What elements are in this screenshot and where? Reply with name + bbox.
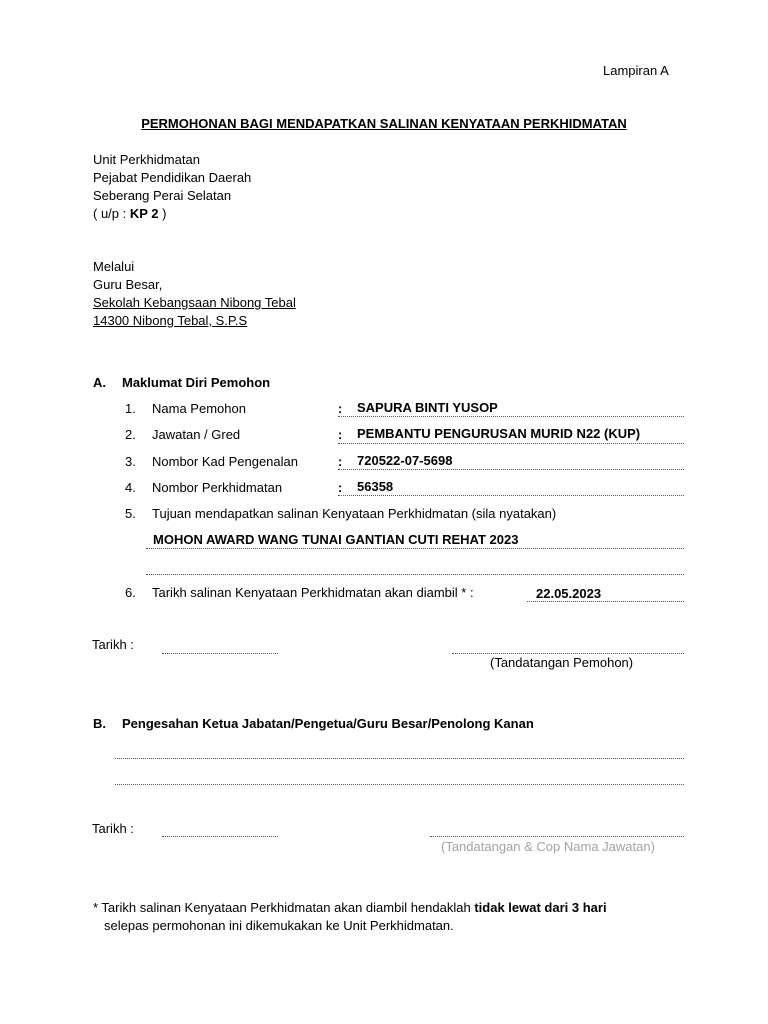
attn-prefix: ( u/p : [93,206,130,221]
recipient-attention [93,206,166,222]
attn-value: KP 2 [129,206,159,221]
purpose-value: MOHON AWARD WANG TUNAI GANTIAN CUTI REHAT 2023 [153,532,519,547]
field-number: 4. [125,480,136,495]
attn-suffix: ) [158,206,167,221]
recipient-line-2: Pejabat Pendidikan Daerah [93,170,252,185]
via-school: Sekolah Kebangsaan Nibong Tebal [93,295,296,310]
section-a-heading: Maklumat Diri Pemohon [122,375,271,390]
dotted-line [338,495,684,496]
field-number: 5. [125,506,136,521]
applicant-date-label: Tarikh : [92,637,134,652]
position-grade-value: PEMBANTU PENGURUSAN MURID N22 (KUP) [357,426,641,441]
field-number: 3. [125,454,136,469]
field-colon: : [338,401,343,416]
recipient-line-3: Seberang Perai Selatan [93,188,232,203]
footnote-emphasis: tidak lewat dari 3 hari [474,900,607,915]
field-number: 2. [125,427,136,442]
dotted-line [115,784,684,785]
approver-signature-caption: (Tandatangan & Cop Nama Jawatan) [441,839,655,854]
via-line-2: Guru Besar, [93,277,163,292]
signature-dotted-line [452,653,684,654]
dotted-line [338,443,684,444]
field-number: 1. [125,401,136,416]
dotted-line [338,416,684,417]
collect-date-value: 22.05.2023 [536,586,602,601]
recipient-line-1: Unit Perkhidmatan [93,152,200,167]
field-colon: : [338,454,343,469]
field-label-name: Nama Pemohon [152,401,246,416]
field-colon: : [338,480,343,495]
signature-dotted-line [430,836,684,837]
date-dotted-line [162,653,278,654]
footnote-line-1 [93,900,607,916]
approver-date-label: Tarikh : [92,821,134,836]
section-a-letter: A. [93,375,106,390]
date-dotted-line [162,836,278,837]
annex-label: Lampiran A [603,63,669,78]
via-address: 14300 Nibong Tebal, S.P.S [93,313,248,328]
field-label-ic: Nombor Kad Pengenalan [152,454,298,469]
via-line-1: Melalui [93,259,135,274]
footnote-line-2: selepas permohonan ini dikemukakan ke Unit Perkhidmatan. [104,918,454,933]
dotted-line [527,601,684,602]
field-label-position: Jawatan / Gred [152,427,241,442]
section-b-heading: Pengesahan Ketua Jabatan/Pengetua/Guru Besar/Penolong Kanan [122,716,534,731]
field-colon: : [338,427,343,442]
field-label-purpose: Tujuan mendapatkan salinan Kenyataan Perkhidmatan (sila nyatakan) [152,506,557,521]
applicant-signature-caption: (Tandatangan Pemohon) [490,655,634,670]
document-title: PERMOHONAN BAGI MENDAPATKAN SALINAN KENYATAAN PERKHIDMATAN [141,116,627,131]
dotted-line [146,548,684,549]
applicant-name-value: SAPURA BINTI YUSOP [357,400,498,415]
footnote-text: * Tarikh salinan Kenyataan Perkhidmatan akan diambil hendaklah [93,900,475,915]
field-label-service-number: Nombor Perkhidmatan [152,480,283,495]
ic-number-value: 720522-07-5698 [357,453,453,468]
dotted-line [338,469,684,470]
dotted-line [146,574,684,575]
section-b-letter: B. [93,716,106,731]
dotted-line [115,758,684,759]
field-label-collect-date: Tarikh salinan Kenyataan Perkhidmatan akan diambil * : [152,585,474,600]
field-number: 6. [125,585,136,600]
service-number-value: 56358 [357,479,394,494]
